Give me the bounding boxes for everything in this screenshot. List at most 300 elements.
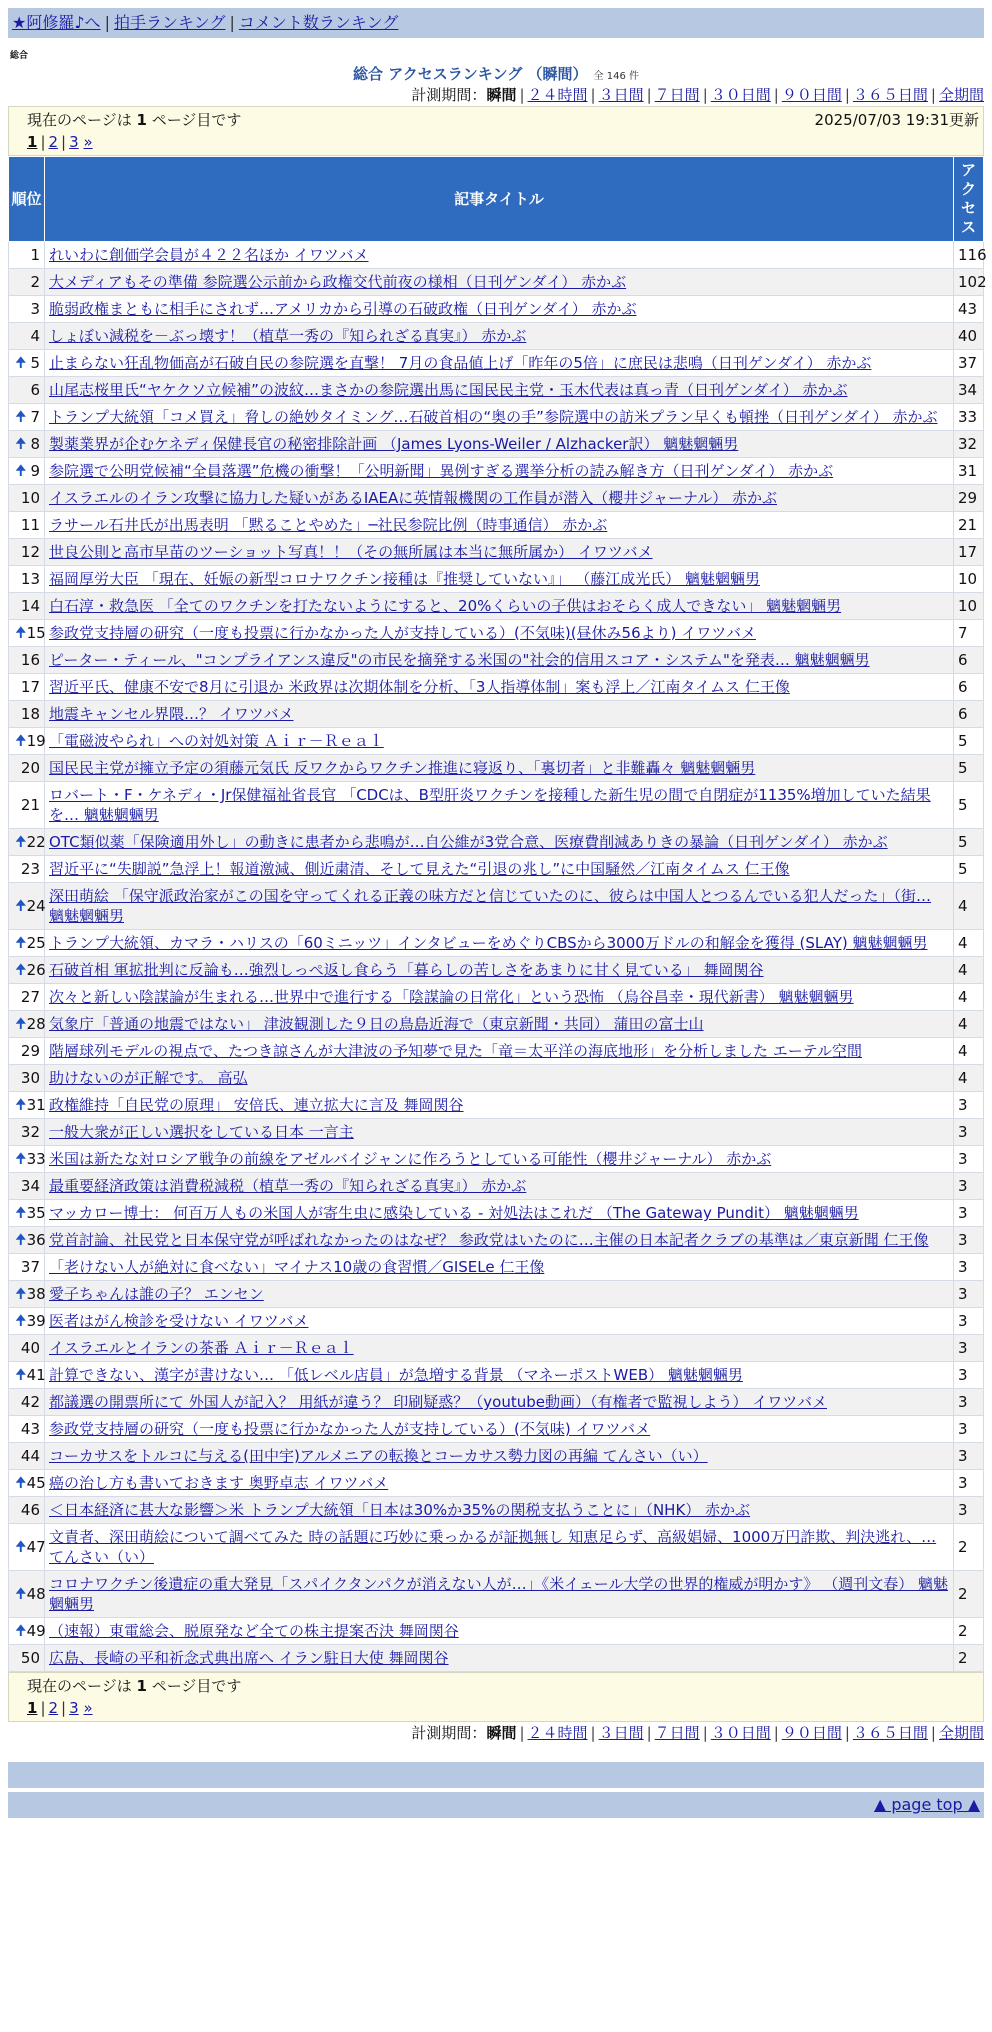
period-label: 計測期間： xyxy=(411,1724,487,1742)
pager-status-row xyxy=(27,1675,979,1697)
table-row xyxy=(9,1335,984,1362)
rank-cell xyxy=(9,1389,45,1416)
rank-cell xyxy=(9,1038,45,1065)
article-link[interactable]: 福岡厚労大臣 「現在、妊娠の新型コロナワクチン接種は『推奨していない』」 （藤江成光氏） 魑魅魍魎男 xyxy=(49,570,761,588)
period-link[interactable]: ３６５日間 xyxy=(852,86,928,104)
rank-up-arrow-icon: 🠉 xyxy=(15,1205,27,1221)
pager-status-row xyxy=(27,109,979,131)
title-cell xyxy=(45,1173,954,1200)
access-count: 40 xyxy=(954,323,984,350)
rank-number: 5 xyxy=(30,354,40,372)
rank-number: 33 xyxy=(26,1150,46,1168)
rank-number: 17 xyxy=(20,678,40,696)
rank-up-arrow-icon: 🠉 xyxy=(15,898,27,914)
article-link[interactable]: 白石淳・救急医 「全てのワクチンを打たないようにすると、20%くらいの子供はおそらく成人できない」 魑魅魍魎男 xyxy=(49,597,842,615)
page-links xyxy=(27,1697,979,1719)
access-count: 2 xyxy=(954,1645,984,1672)
article-link[interactable]: コロナワクチン後遺症の重大発見「スパイクタンパクが消えない人が…」《米イェール大学の世界的権威が明かす》 （週刊文春） 魑魅魍魎男 xyxy=(49,1575,948,1613)
rank-cell xyxy=(9,458,45,485)
article-link[interactable]: 米国は新たな対ロシア戦争の前線をアゼルバイジャンに作ろうとしている可能性（櫻井ジャーナル） 赤かぶ xyxy=(49,1150,772,1168)
period-separator: | xyxy=(930,1724,936,1742)
rank-cell xyxy=(9,1618,45,1645)
period-current: 瞬間 xyxy=(486,1724,517,1742)
access-count: 4 xyxy=(954,1065,984,1092)
article-link[interactable]: 次々と新しい陰謀論が生まれる…世界中で進行する「陰謀論の日常化」という恐怖 （烏谷昌幸・現代新書） 魑魅魍魎男 xyxy=(49,988,854,1006)
article-link[interactable]: 世良公則と高市早苗のツーショット写真！！（その無所属は本当に無所属か） イワツバメ xyxy=(49,543,653,561)
access-count: 37 xyxy=(954,350,984,377)
rank-number: 7 xyxy=(30,408,40,426)
rank-cell xyxy=(9,1497,45,1524)
rank-cell xyxy=(9,1092,45,1119)
article-link[interactable]: マッカロー博士： 何百万人もの米国人が寄生虫に感染している - 対処法はこれだ （The Gateway Pundit） 魑魅魍魎男 xyxy=(49,1204,859,1222)
period-separator: | xyxy=(590,1724,596,1742)
page-link[interactable]: 2 xyxy=(48,133,59,151)
rank-up-arrow-icon: 🠉 xyxy=(15,436,27,452)
rank-cell xyxy=(9,701,45,728)
rank-number: 39 xyxy=(26,1312,46,1330)
article-link[interactable]: OTC類似薬「保険適用外し」の動きに患者から悲鳴が…自公維が3党合意、医療費削減ありきの暴論（日刊ゲンダイ） 赤かぶ xyxy=(49,833,888,851)
article-link[interactable]: 広島、長崎の平和祈念式典出席へ イラン駐日大使 舞岡関谷 xyxy=(49,1649,449,1667)
article-link[interactable]: 大メディアもその準備 参院選公示前から政権交代前夜の様相（日刊ゲンダイ） 赤かぶ xyxy=(49,273,627,291)
table-row xyxy=(9,883,984,930)
rank-up-arrow-icon: 🠉 xyxy=(15,625,27,641)
rank-number: 9 xyxy=(30,462,40,480)
period-link[interactable]: ２４時間 xyxy=(527,1724,588,1742)
rank-number: 35 xyxy=(26,1204,46,1222)
table-row xyxy=(9,1011,984,1038)
table-row xyxy=(9,269,984,296)
access-count: 3 xyxy=(954,1362,984,1389)
table-row xyxy=(9,404,984,431)
access-count: 10 xyxy=(954,566,984,593)
ranking-title: 総合 アクセスランキング （瞬間） xyxy=(353,65,588,83)
table-row xyxy=(9,566,984,593)
next-page-link[interactable]: » xyxy=(83,133,93,151)
rank-number: 37 xyxy=(20,1258,40,1276)
access-count: 2 xyxy=(954,1524,984,1571)
table-row xyxy=(9,1038,984,1065)
article-link[interactable]: 「老けない人が絶対に食べない」マイナス10歳の食習慣／GISELe 仁王像 xyxy=(49,1258,545,1276)
rank-cell xyxy=(9,883,45,930)
access-count: 3 xyxy=(954,1470,984,1497)
page-top-bar xyxy=(8,1792,984,1818)
rank-cell xyxy=(9,1362,45,1389)
article-link[interactable]: ＜日本経済に甚大な影響＞米 トランプ大統領「日本は30%か35%の関税支払うことに」（NHK） 赤かぶ xyxy=(49,1501,751,1519)
period-link[interactable]: ３６５日間 xyxy=(852,1724,928,1742)
article-link[interactable]: 政権維持「自民党の原理」 安倍氏、連立拡大に言及 舞岡関谷 xyxy=(49,1096,464,1114)
table-row xyxy=(9,458,984,485)
title-cell xyxy=(45,1335,954,1362)
rank-up-arrow-icon: 🠉 xyxy=(15,1313,27,1329)
rank-cell xyxy=(9,377,45,404)
article-link[interactable]: イスラエルとイランの茶番 Ａｉｒ－Ｒｅａｌ xyxy=(49,1339,354,1357)
title-cell xyxy=(45,1227,954,1254)
article-link[interactable]: 「電磁波やられ」への対処対策 Ａｉｒ－Ｒｅａｌ xyxy=(49,732,384,750)
page-top-link[interactable]: ▲ page top ▲ xyxy=(873,1795,980,1814)
section-label: 総合 xyxy=(10,51,29,61)
nav-separator: | xyxy=(229,13,235,32)
page-link[interactable]: 3 xyxy=(69,133,79,151)
rank-number: 11 xyxy=(20,516,40,534)
article-link[interactable]: 石破首相 軍拡批判に反論も…強烈しっぺ返し食らう「暮らしの苦しさをあまりに甘く見ている」 舞岡関谷 xyxy=(49,961,764,979)
table-row xyxy=(9,593,984,620)
table-header xyxy=(9,157,984,242)
article-link[interactable]: 一般大衆が正しい選択をしている日本 一言主 xyxy=(49,1123,354,1141)
period-separator: | xyxy=(773,1724,779,1742)
rank-number: 1 xyxy=(30,246,40,264)
access-count: 2 xyxy=(954,1618,984,1645)
col-title-header: 記事タイトル xyxy=(45,157,954,242)
title-cell xyxy=(45,856,954,883)
period-link[interactable]: ９０日間 xyxy=(781,1724,842,1742)
rank-number: 19 xyxy=(26,732,46,750)
period-separator: | xyxy=(844,1724,850,1742)
rank-up-arrow-icon: 🠉 xyxy=(15,1539,27,1555)
rank-cell xyxy=(9,485,45,512)
table-row xyxy=(9,1092,984,1119)
table-row xyxy=(9,1200,984,1227)
period-separator: | xyxy=(646,1724,652,1742)
pager xyxy=(8,106,984,156)
period-link[interactable]: ７日間 xyxy=(654,86,700,104)
page-separator: | xyxy=(61,133,67,151)
access-count: 4 xyxy=(954,984,984,1011)
title-cell xyxy=(45,1281,954,1308)
title-cell xyxy=(45,1092,954,1119)
title-cell xyxy=(45,984,954,1011)
article-link[interactable]: （速報）東電総会、脱原発など全ての株主提案否決 舞岡関谷 xyxy=(49,1622,459,1640)
title-cell xyxy=(45,404,954,431)
access-count: 3 xyxy=(954,1308,984,1335)
title-cell xyxy=(45,620,954,647)
table-row xyxy=(9,1362,984,1389)
title-cell xyxy=(45,1146,954,1173)
table-row xyxy=(9,296,984,323)
rank-cell xyxy=(9,242,45,269)
rank-up-arrow-icon: 🠉 xyxy=(15,1097,27,1113)
access-count: 3 xyxy=(954,1281,984,1308)
table-row xyxy=(9,1497,984,1524)
rank-number: 6 xyxy=(30,381,40,399)
page-link-current: 1 xyxy=(27,1699,38,1717)
rank-cell xyxy=(9,1119,45,1146)
rank-cell xyxy=(9,539,45,566)
access-count: 34 xyxy=(954,377,984,404)
title-cell xyxy=(45,883,954,930)
title-cell xyxy=(45,1119,954,1146)
table-row xyxy=(9,1173,984,1200)
period-separator: | xyxy=(930,86,936,104)
rank-number: 36 xyxy=(26,1231,46,1249)
table-row xyxy=(9,1119,984,1146)
rank-up-arrow-icon: 🠉 xyxy=(15,1151,27,1167)
rank-number: 14 xyxy=(20,597,40,615)
title-cell xyxy=(45,566,954,593)
article-link[interactable]: 参政党支持層の研究（一度も投票に行かなかった人が支持している）(不気味) イワツバメ xyxy=(49,1420,651,1438)
top-nav xyxy=(8,8,984,38)
access-count: 3 xyxy=(954,1173,984,1200)
page-links xyxy=(27,131,979,153)
table-row xyxy=(9,1146,984,1173)
rank-up-arrow-icon: 🠉 xyxy=(15,1232,27,1248)
rank-number: 4 xyxy=(30,327,40,345)
period-link[interactable]: ３０日間 xyxy=(710,86,771,104)
table-row xyxy=(9,1254,984,1281)
title-cell xyxy=(45,1200,954,1227)
article-link[interactable]: ラサール石井氏が出馬表明 「黙ることやめた」─社民参院比例（時事通信） 赤かぶ xyxy=(49,516,608,534)
table-row xyxy=(9,856,984,883)
article-link[interactable]: 階層球列モデルの視点で、たつき諒さんが大津波の予知夢で見た「竜＝太平洋の海底地形」を分析しました エーテル空間 xyxy=(49,1042,862,1060)
article-link[interactable]: 党首討論、社民党と日本保守党が呼ばれなかったのはなぜ？ 参政党はいたのに…主催の日本記者クラブの基準は／東京新聞 仁王像 xyxy=(49,1231,929,1249)
ranking-rows xyxy=(9,242,987,1672)
rank-number: 43 xyxy=(20,1420,40,1438)
title-cell xyxy=(45,1497,954,1524)
period-link[interactable]: ９０日間 xyxy=(781,86,842,104)
table-row xyxy=(9,1645,984,1672)
rank-cell xyxy=(9,1416,45,1443)
title-cell xyxy=(45,458,954,485)
rank-up-arrow-icon: 🠉 xyxy=(15,962,27,978)
rank-number: 50 xyxy=(20,1649,40,1667)
title-cell xyxy=(45,1254,954,1281)
access-count: 102 xyxy=(954,269,984,296)
access-count: 17 xyxy=(954,539,984,566)
title-cell xyxy=(45,701,954,728)
access-count: 3 xyxy=(954,1443,984,1470)
article-link[interactable]: 製薬業界が企むケネディ保健長官の秘密排除計画 （James Lyons-Weiler / Alzhacker訳） 魑魅魍魎男 xyxy=(49,435,739,453)
period-link[interactable]: ３０日間 xyxy=(710,1724,771,1742)
title-cell xyxy=(45,1416,954,1443)
rank-cell xyxy=(9,1308,45,1335)
rank-cell xyxy=(9,269,45,296)
nav-separator: | xyxy=(104,13,110,32)
table-row xyxy=(9,323,984,350)
rank-number: 32 xyxy=(20,1123,40,1141)
rank-cell xyxy=(9,984,45,1011)
rank-number: 44 xyxy=(20,1447,40,1465)
rank-number: 42 xyxy=(20,1393,40,1411)
rank-number: 2 xyxy=(30,273,40,291)
rank-number: 34 xyxy=(20,1177,40,1195)
rank-number: 23 xyxy=(20,860,40,878)
article-link[interactable]: 計算できない、漢字が書けない… 「低レベル店員」が急増する背景 （マネーポストWEB） 魑魅魍魎男 xyxy=(49,1366,743,1384)
pager xyxy=(8,1672,984,1722)
title-cell xyxy=(45,647,954,674)
title-cell xyxy=(45,957,954,984)
article-link[interactable]: 都議選の開票所にて 外国人が記入？ 用紙が違う？ 印刷疑惑？（youtube動画）（有権者で監視しよう） イワツバメ xyxy=(49,1393,827,1411)
period-current: 瞬間 xyxy=(486,86,517,104)
article-link[interactable]: ピーター・ティール、"コンプライアンス違反"の市民を摘発する米国の"社会的信用スコア・システム"を発表… 魑魅魍魎男 xyxy=(49,651,870,669)
period-label: 計測期間： xyxy=(411,86,487,104)
period-separator: | xyxy=(590,86,596,104)
period-link[interactable]: 全期間 xyxy=(938,1724,984,1742)
table-row xyxy=(9,1227,984,1254)
period-separator: | xyxy=(844,86,850,104)
rank-cell xyxy=(9,1065,45,1092)
article-link[interactable]: しょぼい減税を－ぶっ壊す！（植草一秀の『知られざる真実』） 赤かぶ xyxy=(49,327,527,345)
updated-timestamp: 2025/07/03 19:31更新 xyxy=(814,111,979,129)
table-row xyxy=(9,829,984,856)
rank-number: 16 xyxy=(20,651,40,669)
access-count: 116 xyxy=(954,242,984,269)
access-count: 32 xyxy=(954,431,984,458)
rank-cell xyxy=(9,1173,45,1200)
rank-cell xyxy=(9,1645,45,1672)
table-row xyxy=(9,539,984,566)
comment-ranking-link[interactable]: コメント数ランキング xyxy=(238,13,399,32)
applause-ranking-link[interactable]: 拍手ランキング xyxy=(113,13,226,32)
article-link[interactable]: 文責者、深田萌絵について調べてみた 時の話題に巧妙に乗っかるが証拠無し 知恵足らず、高級娼婦、1000万円詐欺、判決逃れ、… てんさい（い） xyxy=(49,1528,937,1566)
period-link[interactable]: ３日間 xyxy=(598,86,644,104)
title-cell xyxy=(45,512,954,539)
rank-up-arrow-icon: 🠉 xyxy=(15,463,27,479)
rank-cell xyxy=(9,1254,45,1281)
article-link[interactable]: ロバート・F・ケネディ・Jr保健福祉省長官 「CDCは、B型肝炎ワクチンを接種した新生児の間で自閉症が1135%増加していた結果を… 魑魅魍魎男 xyxy=(49,786,931,824)
article-link[interactable]: イスラエルのイラン攻撃に協力した疑いがあるIAEAに英情報機関の工作員が潜入（櫻井ジャーナル） 赤かぶ xyxy=(49,489,777,507)
current-page-text xyxy=(27,1675,241,1697)
rank-number: 26 xyxy=(26,961,46,979)
article-link[interactable]: れいわに創価学会員が４２２名ほか イワツバメ xyxy=(49,246,369,264)
title-cell xyxy=(45,377,954,404)
rank-number: 46 xyxy=(20,1501,40,1519)
table-row xyxy=(9,431,984,458)
access-count: 3 xyxy=(954,1092,984,1119)
table-row xyxy=(9,1281,984,1308)
rank-cell xyxy=(9,1443,45,1470)
access-count: 3 xyxy=(954,1389,984,1416)
article-link[interactable]: 習近平に“失脚説”急浮上！報道激減、側近粛清、そして見えた“引退の兆し”に中国騒然／江南タイムス 仁王像 xyxy=(49,860,790,878)
access-count: 3 xyxy=(954,1227,984,1254)
period-separator: | xyxy=(702,1724,708,1742)
article-link[interactable]: 気象庁「普通の地震ではない」 津波観測した９日の鳥島近海で（東京新聞・共同） 蒲田の富士山 xyxy=(49,1015,704,1033)
rank-up-arrow-icon: 🠉 xyxy=(15,409,27,425)
table-row xyxy=(9,782,984,829)
rank-cell xyxy=(9,674,45,701)
title-cell xyxy=(45,1011,954,1038)
table-row xyxy=(9,377,984,404)
title-cell xyxy=(45,539,954,566)
table-row xyxy=(9,620,984,647)
rank-number: 15 xyxy=(26,624,46,642)
title-cell xyxy=(45,323,954,350)
title-cell xyxy=(45,593,954,620)
title-cell xyxy=(45,728,954,755)
article-link[interactable]: 癌の治し方も書いておきます 奥野卓志 イワツバメ xyxy=(49,1474,389,1492)
article-link[interactable]: 国民民主党が擁立予定の須藤元気氏 反ワクからワクチン推進に寝返り、「裏切者」と非難轟々 魑魅魍魎男 xyxy=(49,759,756,777)
title-cell xyxy=(45,930,954,957)
access-count: 43 xyxy=(954,296,984,323)
access-count: 3 xyxy=(954,1497,984,1524)
article-link[interactable]: 脆弱政権まともに相手にされず…アメリカから引導の石破政権（日刊ゲンダイ） 赤かぶ xyxy=(49,300,637,318)
access-count: 6 xyxy=(954,647,984,674)
current-page-suffix: ページ目です xyxy=(146,1677,242,1695)
table-row xyxy=(9,485,984,512)
period-link[interactable]: ２４時間 xyxy=(527,86,588,104)
article-link[interactable]: トランプ大統領、カマラ・ハリスの「60ミニッツ」インタビューをめぐりCBSから3000万ドルの和解金を獲得 (SLAY) 魑魅魍魎男 xyxy=(49,934,928,952)
rank-number: 18 xyxy=(20,705,40,723)
access-count: 7 xyxy=(954,620,984,647)
period-separator: | xyxy=(519,86,525,104)
rank-cell xyxy=(9,930,45,957)
table-row xyxy=(9,984,984,1011)
total-count: 全 146 件 xyxy=(593,71,639,82)
page-link[interactable]: 2 xyxy=(48,1699,59,1717)
title-cell xyxy=(45,485,954,512)
period-link[interactable]: ７日間 xyxy=(654,1724,700,1742)
article-link[interactable]: 参院選で公明党候補“全員落選”危機の衝撃！「公明新聞」異例すぎる選挙分析の読み解き方（日刊ゲンダイ） 赤かぶ xyxy=(49,462,834,480)
rank-cell xyxy=(9,1011,45,1038)
article-link[interactable]: 愛子ちゃんは誰の子？ エンセン xyxy=(49,1285,264,1303)
page-link[interactable]: 3 xyxy=(69,1699,79,1717)
rank-cell xyxy=(9,350,45,377)
title-cell xyxy=(45,674,954,701)
article-link[interactable]: 地震キャンセル界隈…？ イワツバメ xyxy=(49,705,294,723)
rank-number: 45 xyxy=(26,1474,46,1492)
rank-number: 27 xyxy=(20,988,40,1006)
access-count: 10 xyxy=(954,593,984,620)
article-link[interactable]: コーカサスをトルコに与える(田中宇)アルメニアの転換とコーカサス勢力図の再編 てんさい（い） xyxy=(49,1447,708,1465)
article-link[interactable]: トランプ大統領「コメ買え」脅しの絶妙タイミング…石破首相の“奥の手”参院選中の訪米プラン早くも頓挫（日刊ゲンダイ） 赤かぶ xyxy=(49,408,938,426)
period-separator: | xyxy=(702,86,708,104)
access-count: 5 xyxy=(954,782,984,829)
next-page-link[interactable]: » xyxy=(83,1699,93,1717)
table-row xyxy=(9,957,984,984)
current-page-suffix: ページ目です xyxy=(146,111,242,129)
table-row xyxy=(9,1416,984,1443)
article-link[interactable]: 習近平氏、健康不安で8月に引退か 米政界は次期体制を分析、「3人指導体制」案も浮上／江南タイムス 仁王像 xyxy=(49,678,790,696)
title-cell xyxy=(45,1038,954,1065)
current-page-prefix: 現在のページは xyxy=(27,1677,137,1695)
article-link[interactable]: 止まらない狂乱物価高が石破自民の参院選を直撃！ 7月の食品値上げ「昨年の5倍」に庶民は悲鳴（日刊ゲンダイ） 赤かぶ xyxy=(49,354,872,372)
title-cell xyxy=(45,1362,954,1389)
period-selector xyxy=(8,1722,984,1744)
article-link[interactable]: 山尾志桜里氏“ヤケクソ立候補”の波紋…まさかの参院選出馬に国民民主党・玉木代表は真っ青（日刊ゲンダイ） 赤かぶ xyxy=(49,381,848,399)
period-separator: | xyxy=(519,1724,525,1742)
period-link[interactable]: 全期間 xyxy=(938,86,984,104)
rank-number: 24 xyxy=(26,897,46,915)
home-link[interactable]: ★阿修羅♪へ xyxy=(12,13,101,32)
article-link[interactable]: 参政党支持層の研究（一度も投票に行かなかった人が支持している）(不気味)(昼休み56より) イワツバメ xyxy=(49,624,756,642)
title-cell xyxy=(45,1065,954,1092)
rank-cell xyxy=(9,1200,45,1227)
rank-cell xyxy=(9,1227,45,1254)
rank-up-arrow-icon: 🠉 xyxy=(15,1016,27,1032)
rank-cell xyxy=(9,431,45,458)
access-count: 3 xyxy=(954,1200,984,1227)
article-link[interactable]: 助けないのが正解です。 高弘 xyxy=(49,1069,248,1087)
access-count: 3 xyxy=(954,1146,984,1173)
article-link[interactable]: 最重要経済政策は消費税減税（植草一秀の『知られざる真実』） 赤かぶ xyxy=(49,1177,527,1195)
access-count: 4 xyxy=(954,957,984,984)
period-link[interactable]: ３日間 xyxy=(598,1724,644,1742)
rank-number: 30 xyxy=(20,1069,40,1087)
title-cell xyxy=(45,1645,954,1672)
title-cell xyxy=(45,1443,954,1470)
period-separator: | xyxy=(773,86,779,104)
title-cell xyxy=(45,269,954,296)
current-page-prefix: 現在のページは xyxy=(27,111,137,129)
rank-cell xyxy=(9,593,45,620)
rank-number: 41 xyxy=(26,1366,46,1384)
table-row xyxy=(9,350,984,377)
current-page-number: 1 xyxy=(136,111,147,129)
article-link[interactable]: 深田萌絵 「保守派政治家がこの国を守ってくれる正義の味方だと信じていたのに、彼らは中国人とつるんでいる犯人だった」（街… 魑魅魍魎男 xyxy=(49,887,931,925)
rank-cell xyxy=(9,1524,45,1571)
access-count: 2 xyxy=(954,1571,984,1618)
rank-up-arrow-icon: 🠉 xyxy=(15,1623,27,1639)
page-title xyxy=(8,64,984,84)
article-link[interactable]: 医者はがん検診を受けない イワツバメ xyxy=(49,1312,309,1330)
